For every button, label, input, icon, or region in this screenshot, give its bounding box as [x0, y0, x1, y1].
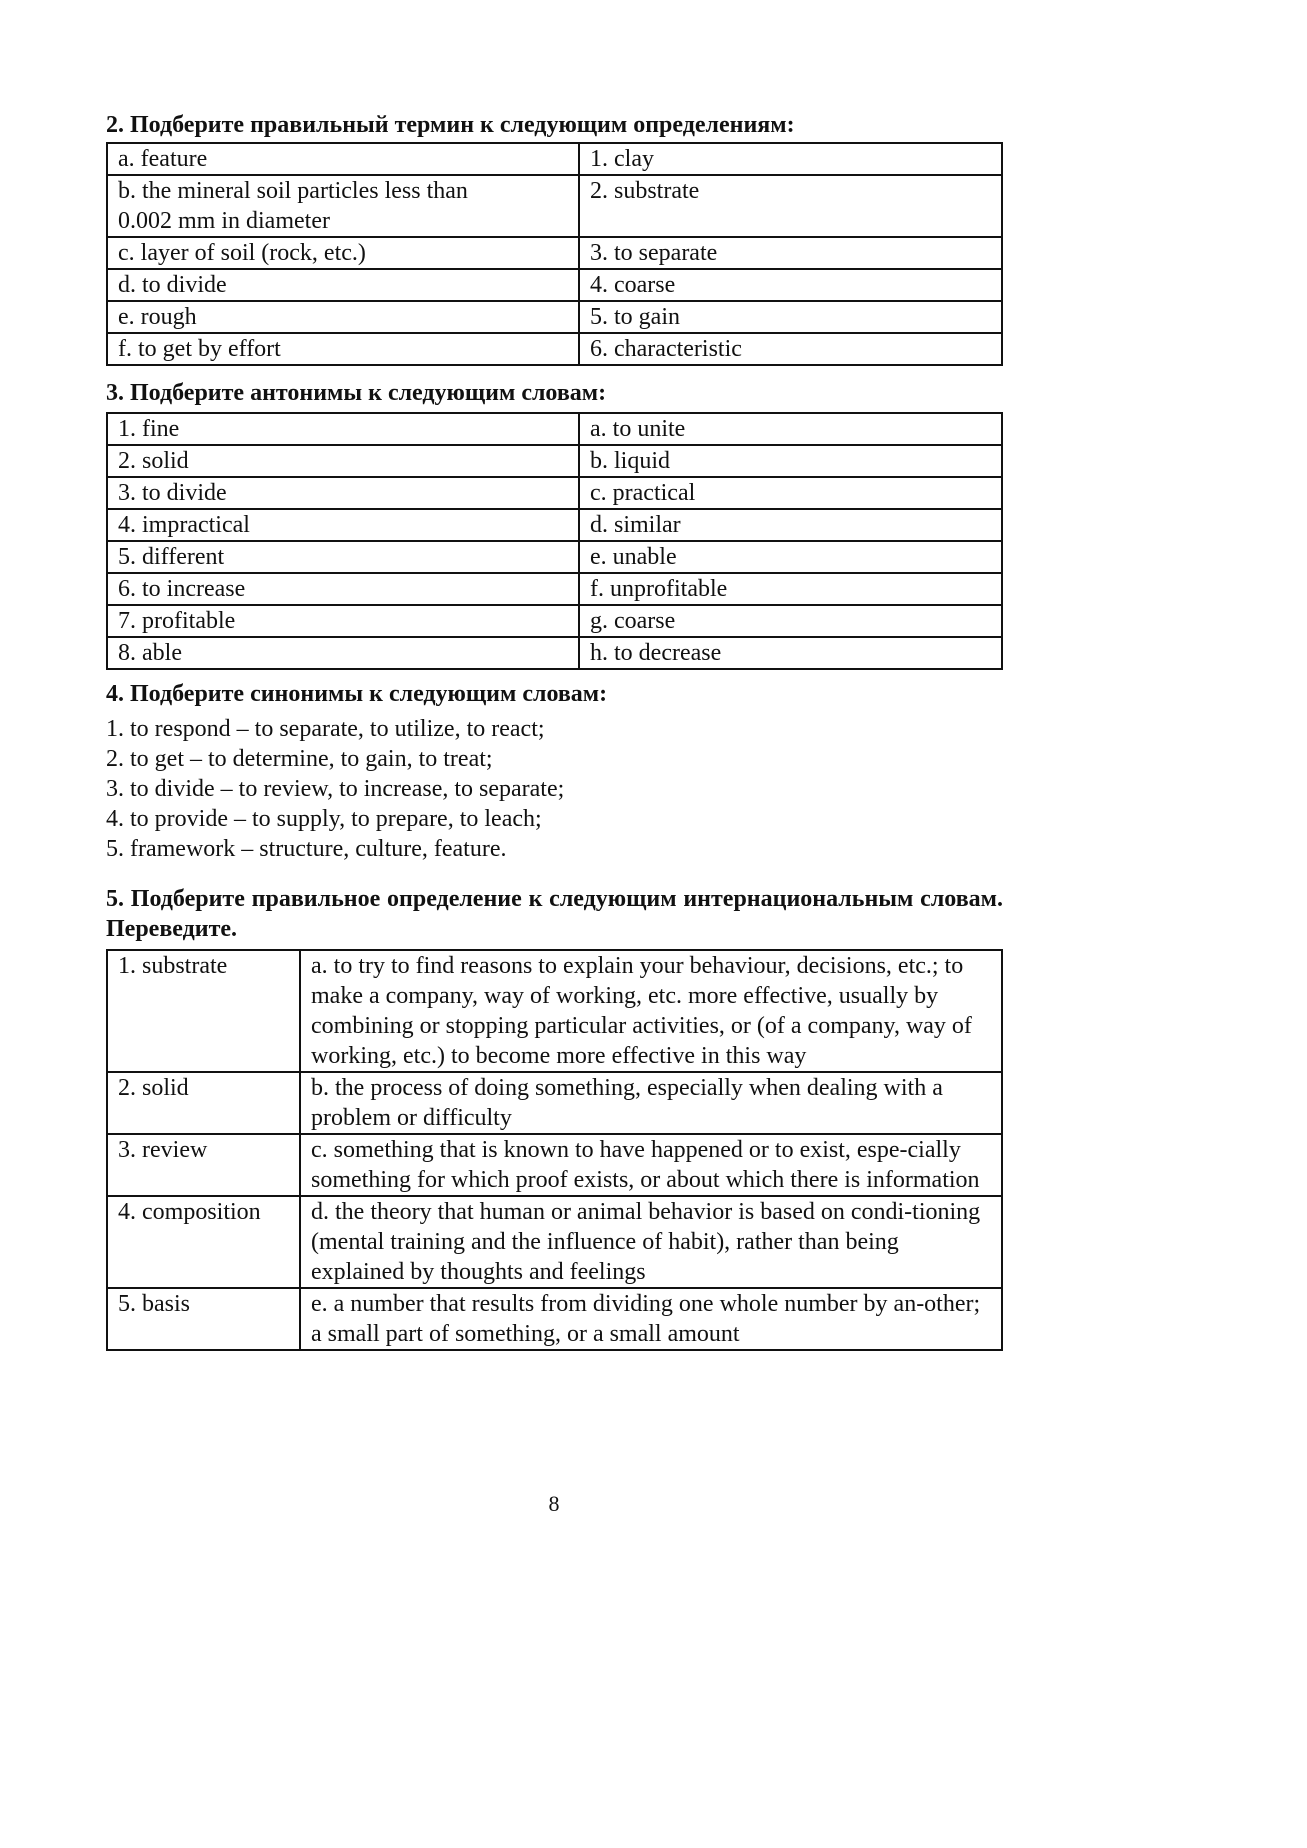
table-row [107, 1196, 1002, 1288]
table-cell-antonym: f. unprofitable [579, 573, 1002, 605]
table-row [107, 413, 1002, 445]
table-cell-term: f. to get by effort [107, 333, 579, 365]
page-number: 8 [548, 1491, 560, 1516]
table-cell-term: c. layer of soil (rock, etc.) [107, 237, 579, 269]
exercise-4-heading: 4. Подберите синонимы к следующим словам: [106, 681, 608, 707]
table-cell-match: 2. substrate [579, 175, 1002, 237]
table-cell-word: 2. solid [107, 445, 579, 477]
table-cell-term: a. feature [107, 143, 579, 175]
table-cell-term: 4. composition [107, 1196, 300, 1288]
table-row [107, 541, 1002, 573]
table-row [107, 509, 1002, 541]
list-item: 5. framework – structure, culture, feature. [106, 836, 507, 862]
table-cell-match: 1. clay [579, 143, 1002, 175]
list-item: 1. to respond – to separate, to utilize, to react; [106, 716, 545, 742]
table-row [107, 333, 1002, 365]
table-row [107, 637, 1002, 669]
table-cell-match: 5. to gain [579, 301, 1002, 333]
table-cell-word: 5. different [107, 541, 579, 573]
table-cell-term: 1. substrate [107, 950, 300, 1072]
table-cell-term: 2. solid [107, 1072, 300, 1134]
table-cell-antonym: g. coarse [579, 605, 1002, 637]
list-item: 3. to divide – to review, to increase, to separate; [106, 776, 565, 802]
table-row [107, 1134, 1002, 1196]
table-row [107, 237, 1002, 269]
table-cell-definition: a. to try to find reasons to explain your behaviour, decisions, etc.; to make a company, way of working, etc. more effective, usually by combining or stopping particular activities, or (of a company, way of working, etc.) to become more effective in this way [300, 950, 1002, 1072]
table-cell-definition: b. the process of doing something, especially when dealing with a problem or difficulty [300, 1072, 1002, 1134]
table-cell-antonym: d. similar [579, 509, 1002, 541]
table-cell-word: 1. fine [107, 413, 579, 445]
exercise-3-heading: 3. Подберите антонимы к следующим словам: [106, 380, 607, 406]
table-cell-antonym: a. to unite [579, 413, 1002, 445]
table-row [107, 950, 1002, 1072]
exercise-5-heading: 5. Подберите правильное определение к следующим интернациональным словам. Переведите. [106, 886, 1003, 942]
list-item: 2. to get – to determine, to gain, to treat; [106, 746, 493, 772]
table-cell-antonym: e. unable [579, 541, 1002, 573]
synonym-list [106, 714, 1003, 864]
table-row [107, 301, 1002, 333]
exercise-2-table [106, 142, 1003, 366]
table-row [107, 605, 1002, 637]
table-cell-definition: c. something that is known to have happened or to exist, espe-cially something for which proof exists, or about which there is information [300, 1134, 1002, 1196]
table-row [107, 269, 1002, 301]
table-cell-term: e. rough [107, 301, 579, 333]
table-row [107, 1072, 1002, 1134]
exercise-2-heading: 2. Подберите правильный термин к следующим определениям: [106, 112, 795, 138]
table-row [107, 445, 1002, 477]
exercise-5-table [106, 949, 1003, 1351]
table-cell-match: 3. to separate [579, 237, 1002, 269]
list-item: 4. to provide – to supply, to prepare, to leach; [106, 806, 542, 832]
table-cell-word: 8. able [107, 637, 579, 669]
table-row [107, 1288, 1002, 1350]
table-cell-word: 7. profitable [107, 605, 579, 637]
exercise-3-table [106, 412, 1003, 670]
table-cell-match: 4. coarse [579, 269, 1002, 301]
table-cell-term: b. the mineral soil particles less than 0.002 mm in diameter [107, 175, 579, 237]
table-cell-antonym: h. to decrease [579, 637, 1002, 669]
table-row [107, 175, 1002, 237]
table-cell-antonym: c. practical [579, 477, 1002, 509]
table-cell-term: 5. basis [107, 1288, 300, 1350]
table-cell-term: d. to divide [107, 269, 579, 301]
table-cell-term: 3. review [107, 1134, 300, 1196]
table-cell-word: 6. to increase [107, 573, 579, 605]
table-cell-definition: e. a number that results from dividing one whole number by an-other; a small part of something, or a small amount [300, 1288, 1002, 1350]
table-row [107, 573, 1002, 605]
table-row [107, 477, 1002, 509]
table-cell-word: 4. impractical [107, 509, 579, 541]
table-row [107, 143, 1002, 175]
table-cell-match: 6. characteristic [579, 333, 1002, 365]
table-cell-definition: d. the theory that human or animal behavior is based on condi-tioning (mental training and the influence of habit), rather than being explained by thoughts and feelings [300, 1196, 1002, 1288]
table-cell-antonym: b. liquid [579, 445, 1002, 477]
table-cell-word: 3. to divide [107, 477, 579, 509]
